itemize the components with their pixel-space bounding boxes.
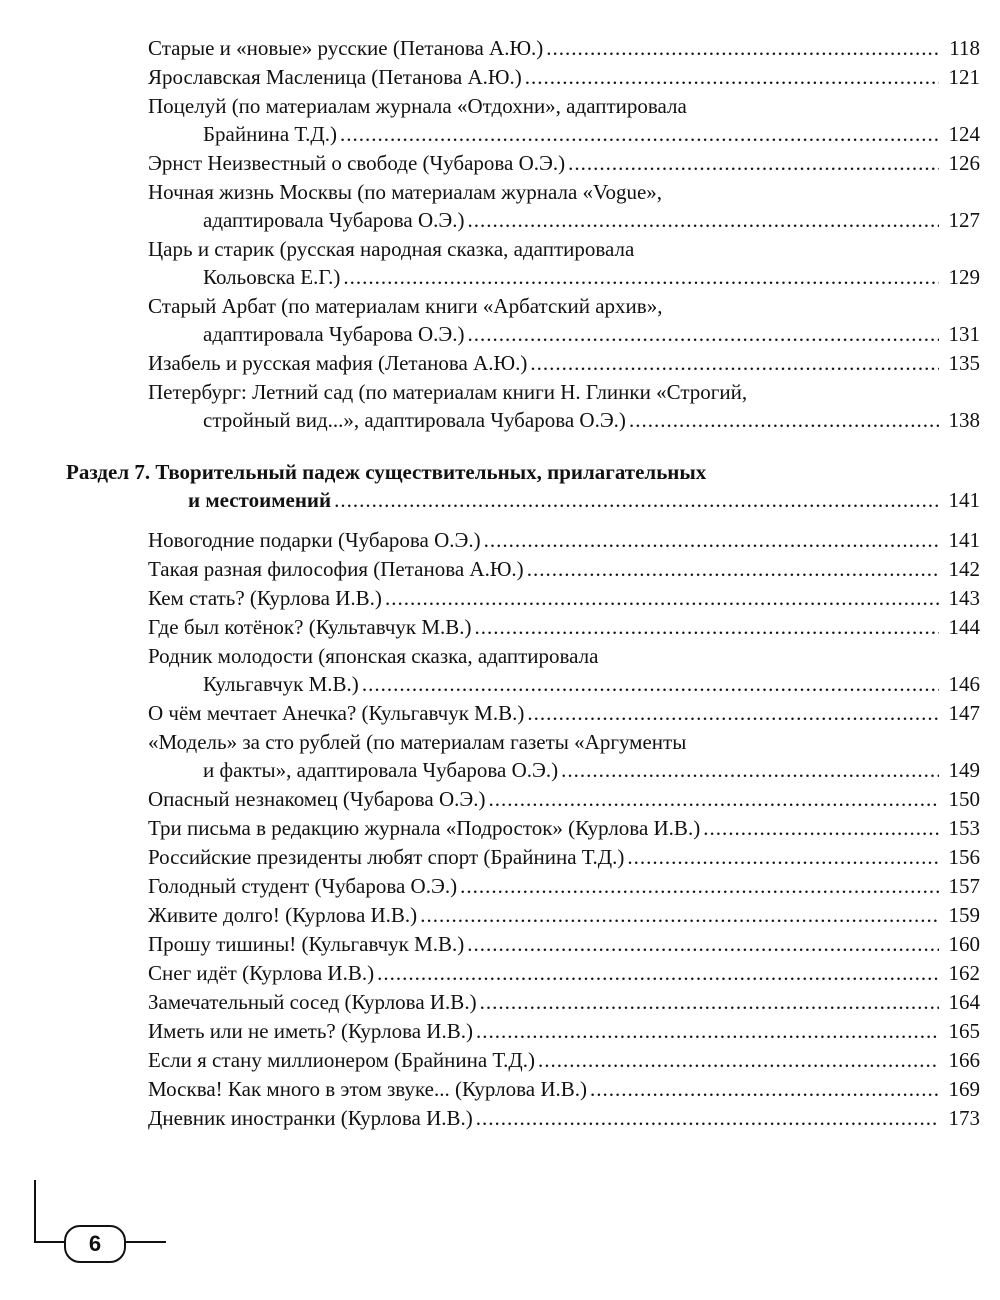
dot-leader	[590, 1075, 939, 1103]
entry-page: 150	[948, 787, 980, 811]
entry-title: Москва! Как много в этом звуке... (Курлова И.В.)	[148, 1077, 587, 1101]
entry-page: 127	[948, 208, 980, 232]
entry-title: Прошу тишины! (Кульгавчук М.В.)	[148, 932, 465, 956]
toc-entry	[148, 1017, 980, 1045]
entry-title: Такая разная философия (Петанова А.Ю.)	[148, 557, 524, 581]
dot-leader	[561, 756, 939, 784]
entry-title: Российские президенты любят спорт (Брайнина Т.Д.)	[148, 845, 625, 869]
section-heading	[66, 458, 980, 514]
entry-page: 173	[948, 1106, 980, 1130]
entry-page: 124	[948, 122, 980, 146]
entry-page: 149	[948, 758, 980, 782]
dot-leader	[343, 263, 939, 291]
entry-page: 153	[948, 816, 980, 840]
toc-entry	[148, 988, 980, 1016]
entry-title-cont: адаптировала Чубарова О.Э.)	[203, 208, 465, 232]
frame-horizontal-line-right	[124, 1241, 166, 1243]
dot-leader	[568, 149, 939, 177]
dot-leader	[340, 120, 939, 148]
entry-page: 129	[948, 265, 980, 289]
entry-title: Новогодние подарки (Чубарова О.Э.)	[148, 528, 481, 552]
frame-horizontal-line-left	[34, 1241, 64, 1243]
entry-title: Петербург: Летний сад (по материалам книги Н. Глинки «Строгий,	[148, 380, 748, 404]
entry-page: 157	[948, 874, 980, 898]
toc-entry	[148, 872, 980, 900]
entry-page: 131	[948, 322, 980, 346]
dot-leader	[475, 613, 939, 641]
toc-entry	[148, 292, 980, 348]
dot-leader	[377, 959, 939, 987]
dot-leader	[538, 1046, 939, 1074]
entry-title: Голодный студент (Чубарова О.Э.)	[148, 874, 458, 898]
page-number: 6	[64, 1225, 126, 1263]
entry-page: 166	[948, 1048, 980, 1072]
entry-page: 121	[948, 65, 980, 89]
entry-title: Изабель и русская мафия (Летанова А.Ю.)	[148, 351, 528, 375]
frame-vertical-line	[34, 1180, 36, 1242]
toc-entry	[148, 1075, 980, 1103]
dot-leader	[420, 901, 939, 929]
entry-title: Иметь или не иметь? (Курлова И.В.)	[148, 1019, 473, 1043]
toc-entry	[148, 613, 980, 641]
entry-title: Кем стать? (Курлова И.В.)	[148, 586, 382, 610]
entry-page: 165	[948, 1019, 980, 1043]
toc-entry	[148, 728, 980, 784]
entry-title-cont: стройный вид...», адаптировала Чубарова О.Э.)	[203, 408, 626, 432]
entry-title: Царь и старик (русская народная сказка, адаптировала	[148, 237, 635, 261]
entry-page: 169	[948, 1077, 980, 1101]
dot-leader	[460, 872, 939, 900]
entry-page: 159	[948, 903, 980, 927]
toc-entry	[148, 34, 980, 62]
entry-title-cont: Кольовска Е.Г.)	[203, 265, 341, 289]
entry-title-cont: Кульгавчук М.В.)	[203, 672, 359, 696]
entry-title: Дневник иностранки (Курлова И.В.)	[148, 1106, 473, 1130]
entry-page: 147	[948, 701, 980, 725]
entry-title-cont: и факты», адаптировала Чубарова О.Э.)	[203, 758, 559, 782]
entry-title: Ночная жизнь Москвы (по материалам журнала «Vogue»,	[148, 180, 663, 204]
toc-entry	[148, 959, 980, 987]
entry-title: Поцелуй (по материалам журнала «Отдохни», адаптировала	[148, 94, 687, 118]
dot-leader	[362, 670, 939, 698]
toc-entry	[148, 642, 980, 698]
toc-entry	[148, 63, 980, 91]
entry-title: Эрнст Неизвестный о свободе (Чубарова О.Э.)	[148, 151, 566, 175]
toc-entry	[148, 149, 980, 177]
entry-page: 126	[948, 151, 980, 175]
section-title-cont: и местоимений	[188, 488, 332, 512]
entry-title: Три письма в редакцию журнала «Подросток» (Курлова И.В.)	[148, 816, 701, 840]
page-number-frame	[34, 1180, 174, 1260]
dot-leader	[489, 785, 940, 813]
dot-leader	[476, 1017, 939, 1045]
toc-entry	[148, 1046, 980, 1074]
dot-leader	[627, 843, 939, 871]
dot-leader	[530, 349, 939, 377]
dot-leader	[468, 206, 939, 234]
toc-entry	[148, 235, 980, 291]
toc-entry	[148, 901, 980, 929]
dot-leader	[629, 406, 939, 434]
dot-leader	[703, 814, 939, 842]
dot-leader	[334, 486, 939, 514]
entry-title: О чём мечтает Анечка? (Кульгавчук М.В.)	[148, 701, 525, 725]
entry-page: 144	[948, 615, 980, 639]
dot-leader	[484, 526, 939, 554]
toc-entry	[148, 1104, 980, 1132]
dot-leader	[546, 34, 939, 62]
section-title: Раздел 7. Творительный падеж существительных, прилагательных	[66, 460, 707, 484]
section-page: 141	[948, 488, 980, 512]
dot-leader	[480, 988, 939, 1016]
entry-title: Ярославская Масленица (Петанова А.Ю.)	[148, 65, 522, 89]
entry-page: 160	[948, 932, 980, 956]
entry-page: 156	[948, 845, 980, 869]
entry-title: Родник молодости (японская сказка, адаптировала	[148, 644, 599, 668]
entry-page: 118	[949, 36, 980, 60]
entry-page: 138	[948, 408, 980, 432]
entry-title: Опасный незнакомец (Чубарова О.Э.)	[148, 787, 486, 811]
toc-entry	[148, 699, 980, 727]
entry-title: Если я стану миллионером (Брайнина Т.Д.)	[148, 1048, 535, 1072]
toc-entry	[148, 526, 980, 554]
entry-page: 135	[948, 351, 980, 375]
entry-title: «Модель» за сто рублей (по материалам газеты «Аргументы	[148, 730, 687, 754]
toc-entry	[148, 178, 980, 234]
entry-title: Замечательный сосед (Курлова И.В.)	[148, 990, 477, 1014]
dot-leader	[468, 320, 939, 348]
dot-leader	[527, 699, 939, 727]
entry-title-cont: Брайнина Т.Д.)	[203, 122, 337, 146]
dot-leader	[385, 584, 939, 612]
entry-title-cont: адаптировала Чубарова О.Э.)	[203, 322, 465, 346]
toc-entry	[148, 930, 980, 958]
entry-title: Снег идёт (Курлова И.В.)	[148, 961, 375, 985]
entry-page: 141	[948, 528, 980, 552]
entry-page: 143	[948, 586, 980, 610]
dot-leader	[527, 555, 939, 583]
toc-entry	[148, 785, 980, 813]
dot-leader	[476, 1104, 939, 1132]
dot-leader	[525, 63, 939, 91]
entry-title: Живите долго! (Курлова И.В.)	[148, 903, 418, 927]
entry-title: Где был котёнок? (Культавчук М.В.)	[148, 615, 472, 639]
entry-page: 164	[948, 990, 980, 1014]
entry-title: Старые и «новые» русские (Петанова А.Ю.)	[148, 36, 544, 60]
toc-entry	[148, 843, 980, 871]
toc-entry	[148, 814, 980, 842]
toc-entry	[148, 92, 980, 148]
entry-page: 146	[948, 672, 980, 696]
toc-entry	[148, 555, 980, 583]
toc-entry	[148, 378, 980, 434]
entry-page: 142	[948, 557, 980, 581]
toc-entry	[148, 349, 980, 377]
dot-leader	[467, 930, 939, 958]
toc-entry	[148, 584, 980, 612]
entry-title: Старый Арбат (по материалам книги «Арбатский архив»,	[148, 294, 663, 318]
entry-page: 162	[948, 961, 980, 985]
